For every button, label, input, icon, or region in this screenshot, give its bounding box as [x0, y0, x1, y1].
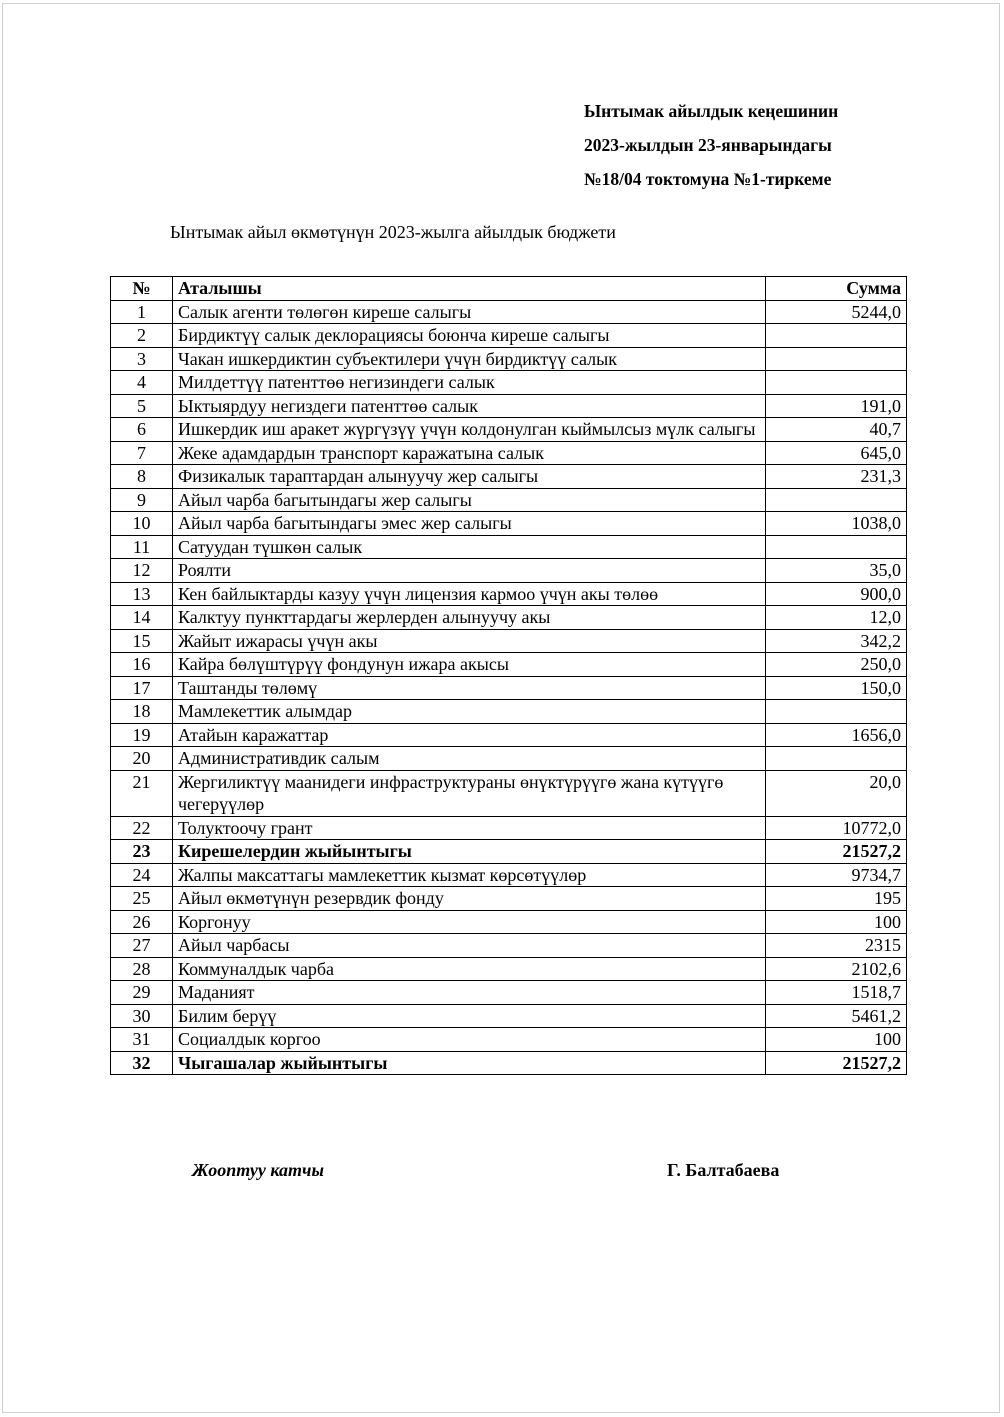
row-number: 21: [111, 770, 173, 816]
row-sum: 900,0: [766, 582, 907, 606]
row-number: 22: [111, 816, 173, 840]
table-row: [111, 324, 907, 348]
row-number: 4: [111, 371, 173, 395]
row-name: Айыл өкмөтүнүн резервдик фонду: [173, 887, 766, 911]
row-sum: [766, 747, 907, 771]
row-name: Кирешелердин жыйынтыгы: [173, 840, 766, 864]
row-number: 27: [111, 934, 173, 958]
table-row: [111, 863, 907, 887]
row-sum: 21527,2: [766, 840, 907, 864]
column-header-number: №: [111, 277, 173, 301]
row-number: 11: [111, 535, 173, 559]
row-name: Айыл чарба багытындагы эмес жер салыгы: [173, 512, 766, 536]
row-number: 13: [111, 582, 173, 606]
row-name: Административдик салым: [173, 747, 766, 771]
table-row: [111, 981, 907, 1005]
table-row: [111, 512, 907, 536]
table-row: [111, 723, 907, 747]
row-sum: 250,0: [766, 653, 907, 677]
row-number: 28: [111, 957, 173, 981]
row-number: 1: [111, 300, 173, 324]
row-sum: 191,0: [766, 394, 907, 418]
row-name: Жергиликтүү маанидеги инфраструктураны өнүктүрүүгө жана күтүүгө чегерүүлөр: [173, 770, 766, 816]
row-sum: 1038,0: [766, 512, 907, 536]
table-row: [111, 840, 907, 864]
table-row: [111, 1004, 907, 1028]
row-name: Ишкердик иш аракет жүргүзүү үчүн колдонулган кыймылсыз мүлк салыгы: [173, 418, 766, 442]
table-row: [111, 816, 907, 840]
row-number: 5: [111, 394, 173, 418]
row-name: Атайын каражаттар: [173, 723, 766, 747]
row-name: Жеке адамдардын транспорт каражатына салык: [173, 441, 766, 465]
row-sum: 5461,2: [766, 1004, 907, 1028]
row-name: Толуктоочу грант: [173, 816, 766, 840]
row-sum: 231,3: [766, 465, 907, 489]
row-name: Салык агенти төлөгөн киреше салыгы: [173, 300, 766, 324]
row-number: 7: [111, 441, 173, 465]
table-row: [111, 747, 907, 771]
row-sum: 21527,2: [766, 1051, 907, 1075]
row-number: 3: [111, 347, 173, 371]
row-name: Айыл чарбасы: [173, 934, 766, 958]
row-sum: [766, 535, 907, 559]
row-number: 8: [111, 465, 173, 489]
row-number: 29: [111, 981, 173, 1005]
table-row: [111, 300, 907, 324]
column-header-name: Аталышы: [173, 277, 766, 301]
row-sum: 645,0: [766, 441, 907, 465]
table-row: [111, 1028, 907, 1052]
table-header-row: [111, 277, 907, 301]
row-number: 9: [111, 488, 173, 512]
row-name: Маданият: [173, 981, 766, 1005]
row-name: Ыктыярдуу негиздеги патенттөө салык: [173, 394, 766, 418]
row-name: Коргонуу: [173, 910, 766, 934]
row-name: Жалпы максаттагы мамлекеттик кызмат көрсөтүүлөр: [173, 863, 766, 887]
row-number: 31: [111, 1028, 173, 1052]
document-header: [584, 98, 838, 200]
table-row: [111, 629, 907, 653]
table-row: [111, 887, 907, 911]
row-number: 14: [111, 606, 173, 630]
row-name: Айыл чарба багытындагы жер салыгы: [173, 488, 766, 512]
row-name: Бирдиктүү салык деклорациясы боюнча киреше салыгы: [173, 324, 766, 348]
row-sum: 9734,7: [766, 863, 907, 887]
header-line-3: №18/04 токтомуна №1-тиркеме: [584, 169, 832, 189]
row-sum: [766, 371, 907, 395]
budget-table: [110, 276, 907, 1075]
row-name: Милдеттүү патенттөө негизиндеги салык: [173, 371, 766, 395]
row-number: 25: [111, 887, 173, 911]
column-header-sum: Сумма: [766, 277, 907, 301]
row-name: Калктуу пункттардагы жерлерден алынуучу акы: [173, 606, 766, 630]
header-line-1: Ынтымак айылдык кеңешинин: [584, 101, 839, 121]
row-sum: 1656,0: [766, 723, 907, 747]
row-number: 18: [111, 700, 173, 724]
row-sum: 10772,0: [766, 816, 907, 840]
row-name: Социалдык коргоо: [173, 1028, 766, 1052]
table-row: [111, 465, 907, 489]
row-sum: 20,0: [766, 770, 907, 816]
row-sum: [766, 347, 907, 371]
row-name: Жайыт ижарасы үчүн акы: [173, 629, 766, 653]
row-number: 20: [111, 747, 173, 771]
row-name: Билим берүү: [173, 1004, 766, 1028]
row-number: 17: [111, 676, 173, 700]
table-row: [111, 700, 907, 724]
table-row: [111, 559, 907, 583]
row-name: Чыгашалар жыйынтыгы: [173, 1051, 766, 1075]
table-row: [111, 347, 907, 371]
table-row: [111, 488, 907, 512]
row-name: Мамлекеттик алымдар: [173, 700, 766, 724]
row-sum: 5244,0: [766, 300, 907, 324]
row-name: Физикалык тараптардан алынуучу жер салыгы: [173, 465, 766, 489]
row-number: 6: [111, 418, 173, 442]
table-row: [111, 676, 907, 700]
table-row: [111, 910, 907, 934]
row-number: 15: [111, 629, 173, 653]
signature-name: Г. Балтабаева: [667, 1160, 780, 1180]
row-number: 2: [111, 324, 173, 348]
row-number: 24: [111, 863, 173, 887]
row-name: Коммуналдык чарба: [173, 957, 766, 981]
document-title: Ынтымак айыл өкмөтүнүн 2023-жылга айылдык бюджети: [170, 222, 616, 242]
row-sum: [766, 488, 907, 512]
table-row: [111, 441, 907, 465]
row-sum: 2102,6: [766, 957, 907, 981]
row-number: 12: [111, 559, 173, 583]
row-sum: 40,7: [766, 418, 907, 442]
table-row: [111, 1051, 907, 1075]
row-sum: 100: [766, 910, 907, 934]
row-sum: [766, 324, 907, 348]
row-sum: 12,0: [766, 606, 907, 630]
table-row: [111, 418, 907, 442]
row-sum: 35,0: [766, 559, 907, 583]
table-row: [111, 653, 907, 677]
row-name: Сатуудан түшкөн салык: [173, 535, 766, 559]
table-row: [111, 371, 907, 395]
header-line-2: 2023-жылдын 23-январындагы: [584, 135, 832, 155]
row-name: Кен байлыктарды казуу үчүн лицензия кармоо үчүн акы төлөө: [173, 582, 766, 606]
table-row: [111, 934, 907, 958]
row-sum: 100: [766, 1028, 907, 1052]
table-row: [111, 957, 907, 981]
row-number: 10: [111, 512, 173, 536]
row-number: 16: [111, 653, 173, 677]
table-row: [111, 582, 907, 606]
row-sum: 1518,7: [766, 981, 907, 1005]
row-sum: [766, 700, 907, 724]
row-number: 32: [111, 1051, 173, 1075]
row-name: Таштанды төлөмү: [173, 676, 766, 700]
row-name: Чакан ишкердиктин субъектилери үчүн бирдиктүү салык: [173, 347, 766, 371]
row-sum: 342,2: [766, 629, 907, 653]
table-row: [111, 394, 907, 418]
row-number: 30: [111, 1004, 173, 1028]
row-name: Роялти: [173, 559, 766, 583]
row-number: 26: [111, 910, 173, 934]
row-sum: 195: [766, 887, 907, 911]
row-sum: 150,0: [766, 676, 907, 700]
table-row: [111, 535, 907, 559]
row-number: 23: [111, 840, 173, 864]
row-name: Кайра бөлүштүрүү фондунун ижара акысы: [173, 653, 766, 677]
table-row: [111, 770, 907, 816]
signature-role: Жооптуу катчы: [192, 1160, 324, 1180]
table-row: [111, 606, 907, 630]
row-sum: 2315: [766, 934, 907, 958]
row-number: 19: [111, 723, 173, 747]
